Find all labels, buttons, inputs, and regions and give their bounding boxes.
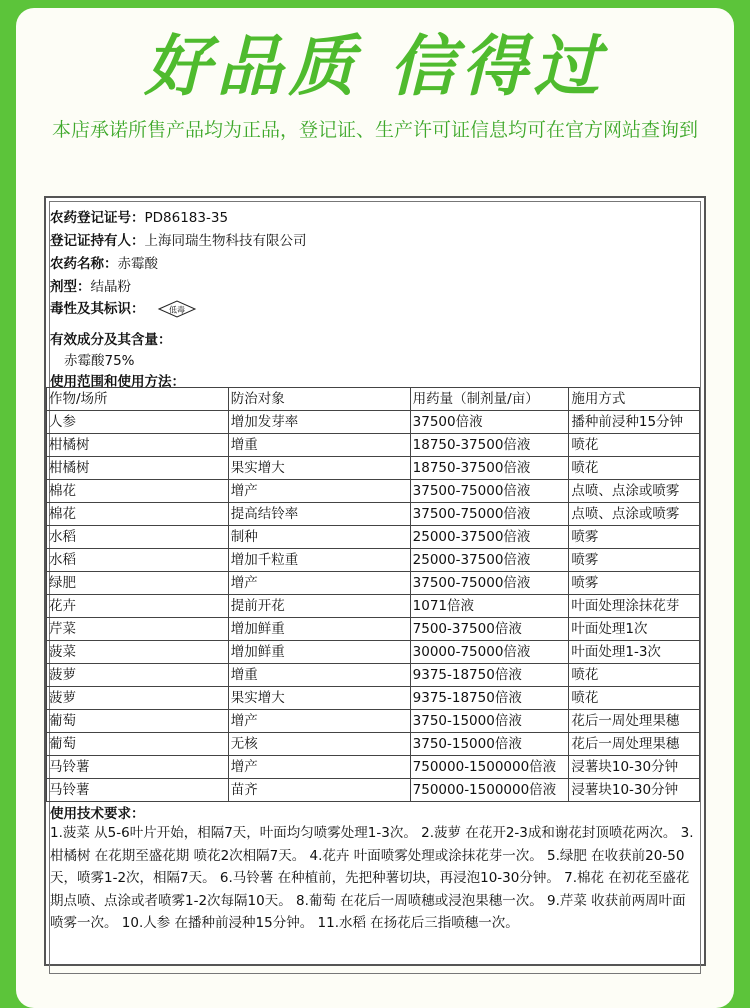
header-crop: 作物/场所 xyxy=(47,388,229,411)
cell-method: 浸薯块10-30分钟 xyxy=(569,756,700,779)
cell-method: 叶面处理涂抹花芽 xyxy=(569,595,700,618)
table-row xyxy=(47,503,700,526)
cell-target: 果实增大 xyxy=(228,457,410,480)
cell-crop: 花卉 xyxy=(47,595,229,618)
cell-method: 叶面处理1-3次 xyxy=(569,641,700,664)
holder-value: 上海同瑞生物科技有限公司 xyxy=(144,233,307,249)
ingredient-value: 赤霉酸75% xyxy=(64,353,135,369)
cell-crop: 水稻 xyxy=(47,526,229,549)
ingredient-label-field xyxy=(50,328,172,348)
cell-target: 增加发芽率 xyxy=(228,411,410,434)
requirements-label: 使用技术要求： xyxy=(50,806,145,822)
cell-method: 花后一周处理果穗 xyxy=(569,710,700,733)
form-value: 结晶粉 xyxy=(90,279,131,295)
cell-dosage: 750000-1500000倍液 xyxy=(410,779,569,802)
requirements-text: 1.菠菜 从5-6叶片开始，相隔7天，叶面均匀喷雾处理1-3次。 2.菠萝 在花开2-3成和谢花封顶喷花两次。 3.柑橘树 在花期至盛花期 喷花2次相隔7天。 4.花卉 叶面喷雾处理或涂抹花芽一次。 5.绿肥 在收获前20-50天，喷雾1-2次，相隔7天。 6.马铃薯 在种植前，先把种薯切块，再浸泡10-30分钟。 7.棉花 在初花至盛花期点喷、点涂或者喷雾1-2次每隔10天。 8.葡萄 在花后一周喷穗或浸泡果穗一次。 9.芹菜 收获前两周叶面喷雾一次。 10.人参 在播种前浸种15分钟。 11.水稻 在扬花后三指喷穗一次。 xyxy=(50,825,694,931)
cell-method: 喷雾 xyxy=(569,526,700,549)
form-label: 剂型： xyxy=(50,279,91,295)
cell-method: 点喷、点涂或喷雾 xyxy=(569,503,700,526)
cell-method: 播种前浸种15分钟 xyxy=(569,411,700,434)
usage-label: 使用范围和使用方法： xyxy=(50,374,185,390)
cell-method: 喷花 xyxy=(569,457,700,480)
cell-dosage: 37500倍液 xyxy=(410,411,569,434)
holder-field xyxy=(50,229,307,249)
cell-method: 喷花 xyxy=(569,687,700,710)
toxicity-badge-text: 低毒 xyxy=(168,305,185,315)
cell-crop: 菠菜 xyxy=(47,641,229,664)
cell-crop: 芹菜 xyxy=(47,618,229,641)
reg-no-label: 农药登记证号： xyxy=(50,210,145,226)
cell-crop: 绿肥 xyxy=(47,572,229,595)
cell-crop: 柑橘树 xyxy=(47,457,229,480)
cell-dosage: 1071倍液 xyxy=(410,595,569,618)
cell-target: 苗齐 xyxy=(228,779,410,802)
cell-dosage: 9375-18750倍液 xyxy=(410,664,569,687)
table-row xyxy=(47,710,700,733)
name-field xyxy=(50,252,158,272)
cell-method: 浸薯块10-30分钟 xyxy=(569,779,700,802)
cell-target: 制种 xyxy=(228,526,410,549)
table-row xyxy=(47,572,700,595)
cell-method: 花后一周处理果穗 xyxy=(569,733,700,756)
reg-no-value: PD86183-35 xyxy=(144,210,229,226)
cell-target: 提高结铃率 xyxy=(228,503,410,526)
cell-target: 增重 xyxy=(228,434,410,457)
cell-target: 增产 xyxy=(228,480,410,503)
usage-table xyxy=(46,387,700,802)
cell-dosage: 18750-37500倍液 xyxy=(410,457,569,480)
table-row xyxy=(47,733,700,756)
ingredient-label: 有效成分及其含量： xyxy=(50,332,172,348)
toxicity-label: 毒性及其标识： xyxy=(50,301,145,317)
table-row xyxy=(47,618,700,641)
low-toxicity-badge xyxy=(157,300,197,318)
header-method: 施用方式 xyxy=(569,388,700,411)
cell-target: 增加鲜重 xyxy=(228,641,410,664)
cell-crop: 葡萄 xyxy=(47,733,229,756)
table-row xyxy=(47,664,700,687)
table-row xyxy=(47,457,700,480)
cell-dosage: 25000-37500倍液 xyxy=(410,549,569,572)
cell-dosage: 18750-37500倍液 xyxy=(410,434,569,457)
table-row xyxy=(47,411,700,434)
table-row xyxy=(47,434,700,457)
cell-method: 喷雾 xyxy=(569,572,700,595)
cell-method: 喷花 xyxy=(569,434,700,457)
cell-crop: 水稻 xyxy=(47,549,229,572)
cell-target: 无核 xyxy=(228,733,410,756)
table-row xyxy=(47,687,700,710)
cell-dosage: 9375-18750倍液 xyxy=(410,687,569,710)
table-row xyxy=(47,595,700,618)
cell-crop: 马铃薯 xyxy=(47,756,229,779)
cell-dosage: 3750-15000倍液 xyxy=(410,710,569,733)
cell-target: 果实增大 xyxy=(228,687,410,710)
cell-method: 喷雾 xyxy=(569,549,700,572)
cell-target: 增产 xyxy=(228,572,410,595)
cell-dosage: 30000-75000倍液 xyxy=(410,641,569,664)
cell-crop: 棉花 xyxy=(47,480,229,503)
form-field xyxy=(50,275,131,295)
cell-target: 提前开花 xyxy=(228,595,410,618)
cell-crop: 棉花 xyxy=(47,503,229,526)
holder-label: 登记证持有人： xyxy=(50,233,145,249)
cell-dosage: 37500-75000倍液 xyxy=(410,480,569,503)
table-row xyxy=(47,779,700,802)
cell-target: 增产 xyxy=(228,710,410,733)
table-row xyxy=(47,526,700,549)
cell-dosage: 25000-37500倍液 xyxy=(410,526,569,549)
table-row xyxy=(47,756,700,779)
cell-crop: 葡萄 xyxy=(47,710,229,733)
cell-target: 增产 xyxy=(228,756,410,779)
name-label: 农药名称： xyxy=(50,256,118,272)
cell-crop: 菠萝 xyxy=(47,687,229,710)
cell-dosage: 37500-75000倍液 xyxy=(410,572,569,595)
table-row xyxy=(47,549,700,572)
cell-crop: 菠萝 xyxy=(47,664,229,687)
cell-crop: 马铃薯 xyxy=(47,779,229,802)
cell-crop: 柑橘树 xyxy=(47,434,229,457)
cell-dosage: 37500-75000倍液 xyxy=(410,503,569,526)
registration-document xyxy=(44,196,706,966)
header-dosage: 用药量（制剂量/亩） xyxy=(410,388,569,411)
table-row xyxy=(47,480,700,503)
headline: 好品质 信得过 xyxy=(144,28,606,105)
cell-dosage: 7500-37500倍液 xyxy=(410,618,569,641)
cell-method: 点喷、点涂或喷雾 xyxy=(569,480,700,503)
toxicity-field xyxy=(50,297,197,318)
cell-target: 增加鲜重 xyxy=(228,618,410,641)
cell-crop: 人参 xyxy=(47,411,229,434)
table-header-row xyxy=(47,388,700,411)
cell-target: 增重 xyxy=(228,664,410,687)
cell-target: 增加千粒重 xyxy=(228,549,410,572)
cell-method: 喷花 xyxy=(569,664,700,687)
table-row xyxy=(47,641,700,664)
header-target: 防治对象 xyxy=(228,388,410,411)
authenticity-notice: 本店承诺所售产品均为正品，登记证、生产许可证信息均可在官方网站查询到 xyxy=(51,119,698,141)
reg-no-field xyxy=(50,206,228,226)
cell-dosage: 750000-1500000倍液 xyxy=(410,756,569,779)
cell-method: 叶面处理1次 xyxy=(569,618,700,641)
cell-dosage: 3750-15000倍液 xyxy=(410,733,569,756)
name-value: 赤霉酸 xyxy=(117,256,158,272)
